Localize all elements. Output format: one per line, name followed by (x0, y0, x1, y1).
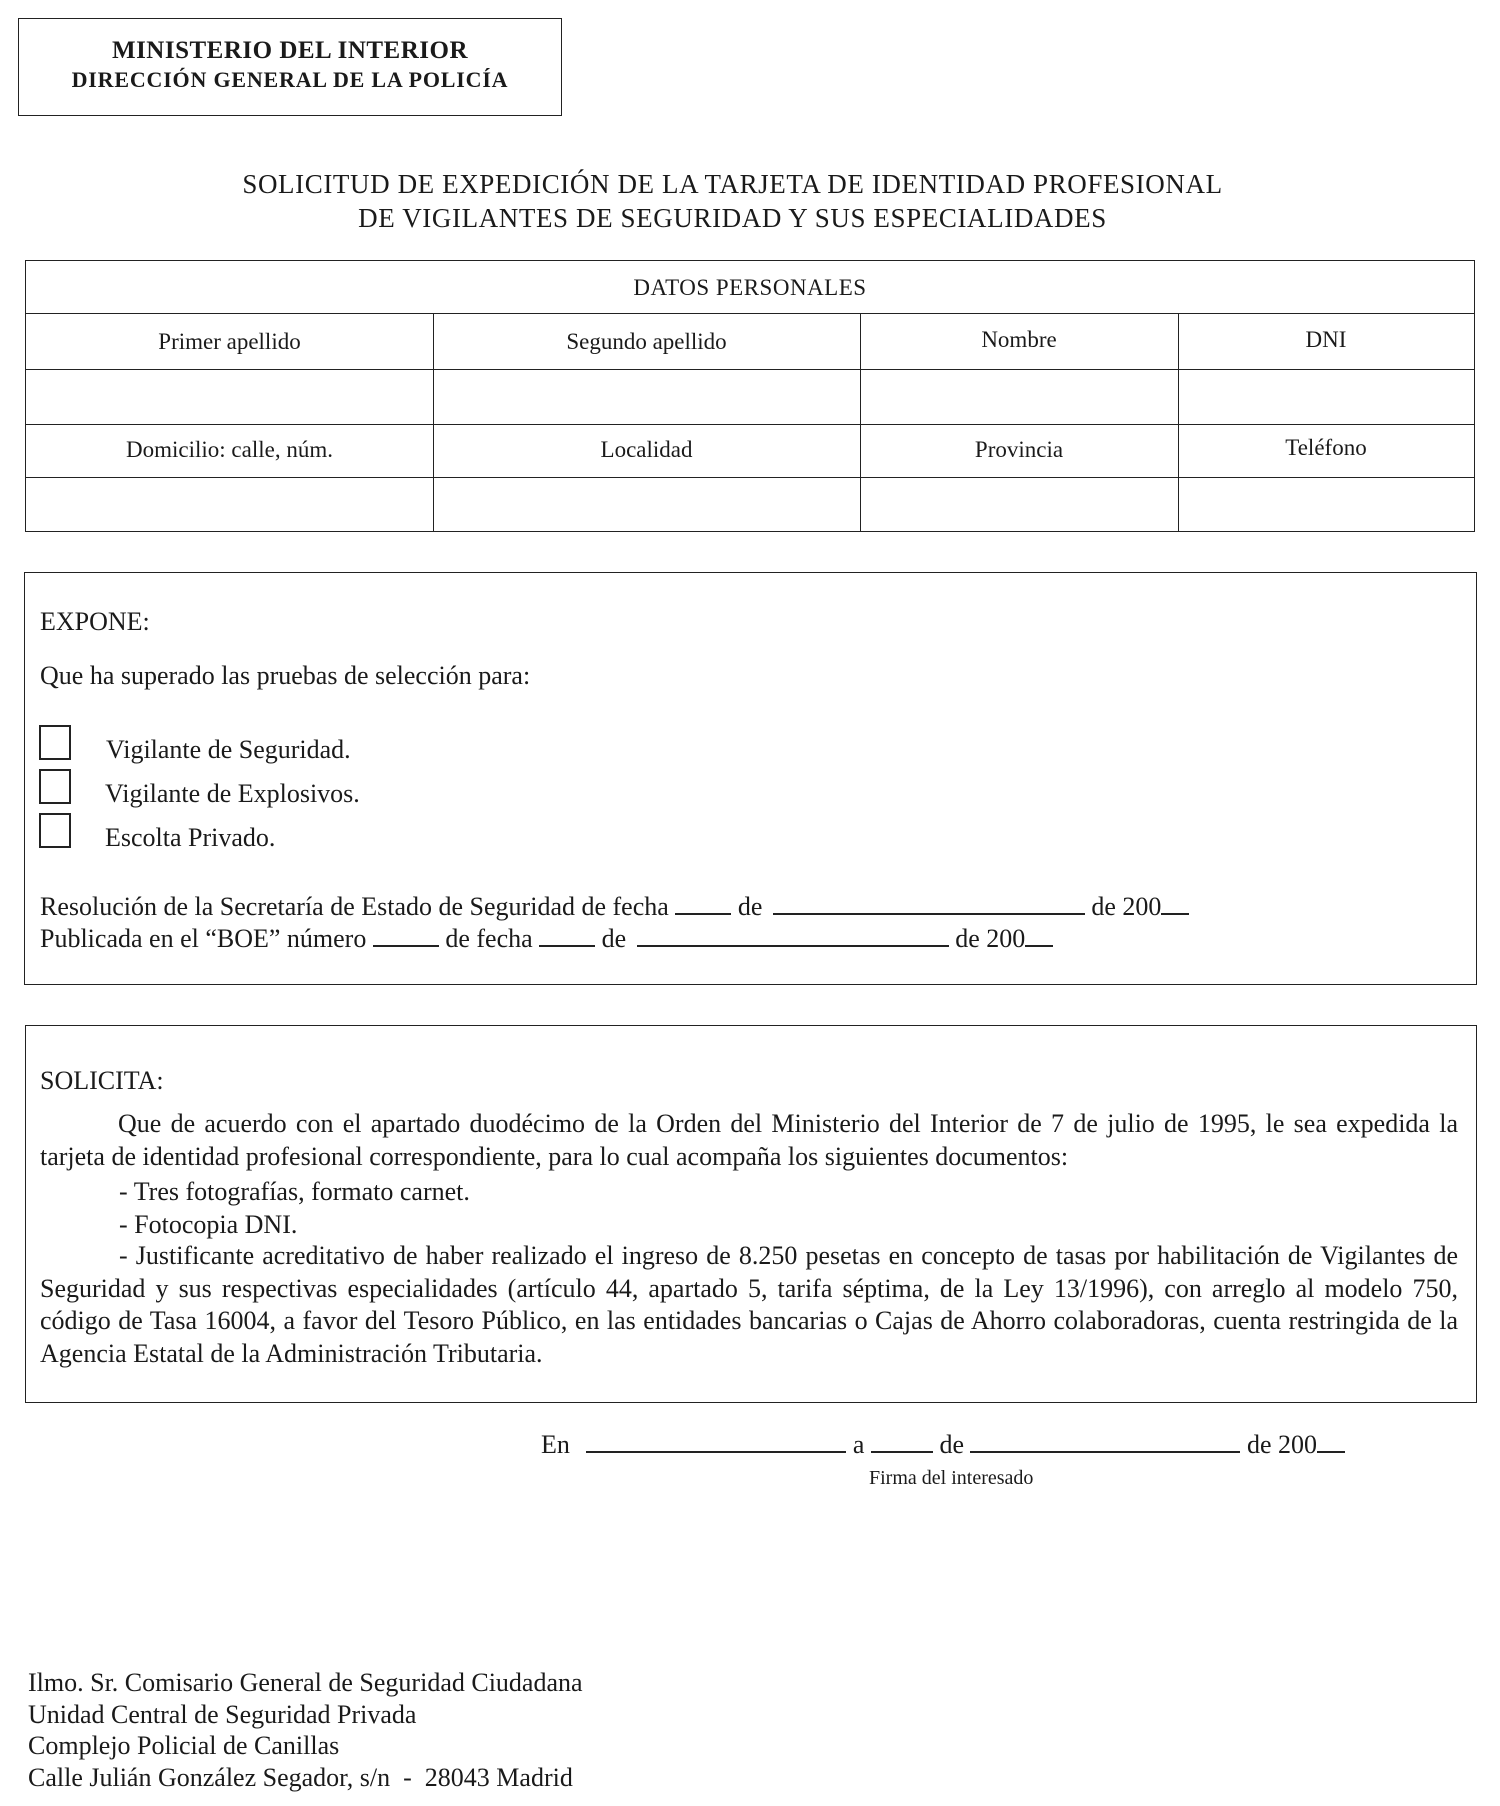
publication-year-blank[interactable] (1025, 923, 1053, 947)
ministry-name: MINISTERIO DEL INTERIOR (111, 37, 469, 64)
signature-place-blank[interactable] (586, 1429, 846, 1453)
label-primer-apellido: Primer apellido (158, 329, 301, 354)
resolution-year-blank[interactable] (1161, 891, 1189, 915)
document-item-photos: - Tres fotografías, formato carnet. (119, 1177, 470, 1206)
expone-heading: EXPONE: (40, 607, 150, 636)
field-localidad[interactable] (436, 481, 857, 529)
personal-data-table (25, 260, 1475, 532)
publication-number-blank[interactable] (373, 923, 439, 947)
publication-de-fecha: de fecha (445, 924, 533, 953)
publication-line (40, 923, 1053, 954)
solicita-paragraph: Que de acuerdo con el apartado duodécimo de la Orden del Ministerio del Interior de 7 de julio de 1995, le sea expedida la tarjeta de identidad profesional correspondiente, para lo cual acompaña los siguientes documentos: (40, 1109, 1458, 1171)
signature-de: de (939, 1430, 964, 1459)
label-nombre: Nombre (981, 327, 1057, 352)
label-segundo-apellido: Segundo apellido (566, 329, 727, 354)
publication-month-blank[interactable] (637, 923, 949, 947)
addressee-line-4: Calle Julián González Segador, s/n - 28043 Madrid (28, 1762, 573, 1792)
checkbox-vigilante-seguridad[interactable] (39, 725, 71, 760)
resolution-prefix: Resolución de la Secretaría de Estado de Seguridad de fecha (40, 892, 669, 921)
expone-section (24, 572, 1477, 985)
option-vigilante-explosivos: Vigilante de Explosivos. (105, 779, 360, 808)
resolution-month-blank[interactable] (773, 891, 1085, 915)
publication-year: de 200 (955, 924, 1026, 953)
signature-year-blank[interactable] (1317, 1429, 1345, 1453)
publication-prefix: Publicada en el “BOE” número (40, 924, 367, 953)
resolution-de: de (737, 892, 763, 921)
field-dni[interactable] (1181, 373, 1471, 421)
document-item-dni: - Fotocopia DNI. (119, 1210, 298, 1239)
signature-caption: Firma del interesado (869, 1467, 1034, 1489)
checkbox-escolta-privado[interactable] (39, 813, 71, 848)
option-escolta-privado: Escolta Privado. (105, 823, 276, 852)
addressee-line-1: Ilmo. Sr. Comisario General de Seguridad Ciudadana (28, 1668, 583, 1697)
field-segundo-apellido[interactable] (436, 373, 857, 421)
signature-a: a (852, 1430, 865, 1459)
label-provincia: Provincia (974, 437, 1064, 462)
document-item-receipt: - Justificante acreditativo de haber realizado el ingreso de 8.250 pesetas en concepto de tasas por habilitación de Vigilantes de Seguridad y sus respectivas especialidades (artículo 44, apartado 5, tarifa séptima, de la Ley 13/1996), con arreglo al modelo 750, código de Tasa 16004, a favor del Tesoro Público, en las entidades bancarias o Cajas de Ahorro colaboradoras, cuenta restringida de la Agencia Estatal de la Administración Tributaria. (40, 1241, 1458, 1368)
field-provincia[interactable] (863, 481, 1175, 529)
signature-month-blank[interactable] (970, 1429, 1240, 1453)
resolution-line (40, 891, 1189, 922)
addressee-line-3: Complejo Policial de Canillas (28, 1731, 340, 1760)
expone-intro: Que ha superado las pruebas de selección para: (40, 661, 531, 690)
addressee-block (28, 1667, 583, 1793)
field-nombre[interactable] (863, 373, 1175, 421)
title-line-2: DE VIGILANTES DE SEGURIDAD Y SUS ESPECIALIDADES (358, 203, 1107, 233)
publication-day-blank[interactable] (539, 923, 595, 947)
solicita-section (25, 1025, 1477, 1403)
solicita-heading: SOLICITA: (40, 1066, 164, 1095)
signature-year: de 200 (1246, 1430, 1318, 1459)
ministry-header-box (18, 18, 562, 116)
signature-place-date-line (541, 1429, 1345, 1460)
field-telefono[interactable] (1181, 481, 1471, 529)
label-telefono: Teléfono (1285, 435, 1367, 460)
resolution-year: de 200 (1091, 892, 1162, 921)
field-primer-apellido[interactable] (28, 373, 430, 421)
field-domicilio[interactable] (28, 481, 430, 529)
signature-en: En (541, 1430, 570, 1459)
option-vigilante-seguridad: Vigilante de Seguridad. (106, 735, 351, 764)
addressee-line-2: Unidad Central de Seguridad Privada (28, 1699, 417, 1729)
label-dni: DNI (1305, 327, 1347, 352)
title-line-1: SOLICITUD DE EXPEDICIÓN DE LA TARJETA DE IDENTIDAD PROFESIONAL (242, 169, 1223, 199)
resolution-day-blank[interactable] (675, 891, 731, 915)
label-domicilio: Domicilio: calle, núm. (126, 437, 333, 462)
document-title (0, 167, 1465, 235)
signature-day-blank[interactable] (871, 1429, 933, 1453)
publication-de: de (601, 924, 627, 953)
checkbox-vigilante-explosivos[interactable] (39, 769, 71, 804)
personal-data-heading: DATOS PERSONALES (633, 275, 867, 300)
directorate-name: DIRECCIÓN GENERAL DE LA POLICÍA (71, 67, 509, 92)
label-localidad: Localidad (600, 437, 693, 462)
